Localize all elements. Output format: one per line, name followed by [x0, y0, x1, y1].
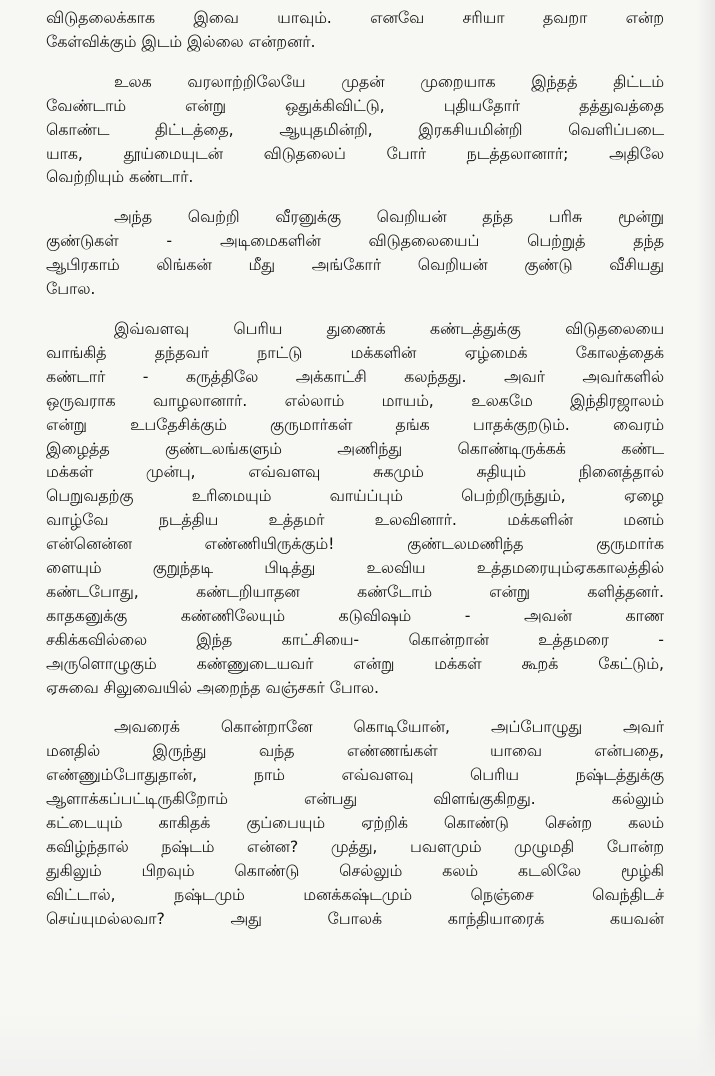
page-edge-shadow [697, 0, 715, 1076]
paragraph-1 [46, 6, 664, 54]
text-line: உலக வரலாற்றிலேயே முதன் முறையாக இந்தத் திட்டம் [114, 71, 664, 91]
text-line: போல. [46, 279, 96, 299]
text-line: சகிக்கவில்லை இந்த காட்சியை- கொன்றான் உத்தமரை - [46, 629, 664, 649]
text-line: வேண்டாம் என்று ஒதுக்கிவிட்டு, புதியதோர் தத்துவத்தை [46, 95, 664, 115]
text-line: செய்யுமல்லவா? அது போலக் காந்தியாரைக் கயவன் [46, 908, 664, 928]
text-line: பெறுவதற்கு உரிமையும் வாய்ப்பும் பெற்றிருந்தும், ஏழை [46, 486, 664, 506]
paragraph-5 [46, 715, 664, 930]
text-line: எண்ணும்போதுதான், நாம் எவ்வளவு பெரிய நஷ்டத்துக்கு [46, 765, 664, 785]
text-line: ஆபிரகாம் லிங்கன் மீது அங்கோர் வெறியன் குண்டு வீசியது [46, 255, 664, 275]
text-line: துகிலும் பிறவும் கொண்டு செல்லும் கலம் கடலிலே மூழ்கி [46, 860, 664, 880]
text-line: கண்டார் - கருத்திலே அக்காட்சி கலந்தது. அவர் அவர்களில் [46, 366, 664, 386]
text-line: என்று உபதேசிக்கும் குருமார்கள் தங்க பாதக்குறடும். வைரம் [46, 414, 664, 434]
text-line: வாழ்வே நடத்திய உத்தமர் உலவினார். மக்களின் மனம் [46, 510, 664, 530]
text-line: ளையும் குறுந்தடி பிடித்து உலவிய உத்தமரையும்ஏககாலத்தில் [46, 558, 664, 578]
text-line: யாக, தூய்மையுடன் விடுதலைப் போர் நடத்தலானார்; அதிலே [46, 143, 664, 163]
text-line: கண்டபோது, கண்டறியாதன கண்டோம் என்று களித்தனர். [46, 581, 664, 601]
text-line: ஏசுவை சிலுவையில் அறைந்த வஞ்சகர் போல. [46, 677, 380, 697]
text-line: மனதில் இருந்து வந்த எண்ணங்கள் யாவை என்பதை, [46, 741, 664, 761]
text-line: மக்கள் முன்பு, எவ்வளவு சுகமும் சுதியும் நினைத்தால் [46, 462, 664, 482]
text-line: வாங்கித் தந்தவர் நாட்டு மக்களின் ஏழ்மைக் கோலத்தைக் [46, 342, 664, 362]
text-line: விட்டால், நஷ்டமும் மனக்கஷ்டமும் நெஞ்சை வெந்திடச் [46, 884, 664, 904]
paragraph-4 [46, 317, 664, 700]
text-line: ஒருவராக வாழலானார். எல்லாம் மாயம், உலகமே இந்திரஜாலம் [46, 390, 664, 410]
text-line: அருளொழுகும் கண்ணுடையவர் என்று மக்கள் கூறக் கேட்டும், [46, 653, 664, 673]
text-line: இவ்வளவு பெரிய துணைக் கண்டத்துக்கு விடுதலையை [114, 318, 664, 338]
page-bottom-margin [0, 1012, 715, 1076]
body-text [46, 6, 664, 947]
text-line: அவரைக் கொன்றானே கொடியோன், அப்போழுது அவர் [114, 717, 664, 737]
paragraph-3 [46, 205, 664, 301]
text-line: என்னென்ன எண்ணியிருக்கும்! குண்டலமணிந்த குருமார்க [46, 534, 664, 554]
text-line: கேள்விக்கும் இடம் இல்லை என்றனர். [46, 31, 316, 51]
text-line: விடுதலைக்காக இவை யாவும். எனவே சரியா தவறா என்ற [46, 8, 664, 27]
text-line: குண்டுகள் - அடிமைகளின் விடுதலையைப் பெற்றுத் தந்த [46, 231, 664, 251]
text-line: வெற்றியும் கண்டார். [46, 167, 194, 187]
paragraph-2 [46, 70, 664, 190]
text-line: கட்டையும் காகிதக் குப்பையும் ஏற்றிக் கொண்டு சென்ற கலம் [46, 813, 664, 833]
text-line: காதகனுக்கு கண்ணிலேயும் கடுவிஷம் - அவன் காண [46, 605, 664, 625]
text-line: அந்த வெற்றி வீரனுக்கு வெறியன் தந்த பரிசு மூன்று [114, 207, 664, 227]
text-line: ஆளாக்கப்பட்டிருகிறோம் என்பது விளங்குகிறது. கல்லும் [46, 789, 664, 809]
text-line: கொண்ட திட்டத்தை, ஆயுதமின்றி, இரகசியமின்றி வெளிப்படை [46, 119, 664, 139]
text-line: கவிழ்ந்தால் நஷ்டம் என்ன? முத்து, பவளமும் முழுமதி போன்ற [46, 837, 664, 856]
text-line: இழைத்த குண்டலங்களும் அணிந்து கொண்டிருக்கக் கண்ட [46, 438, 664, 458]
